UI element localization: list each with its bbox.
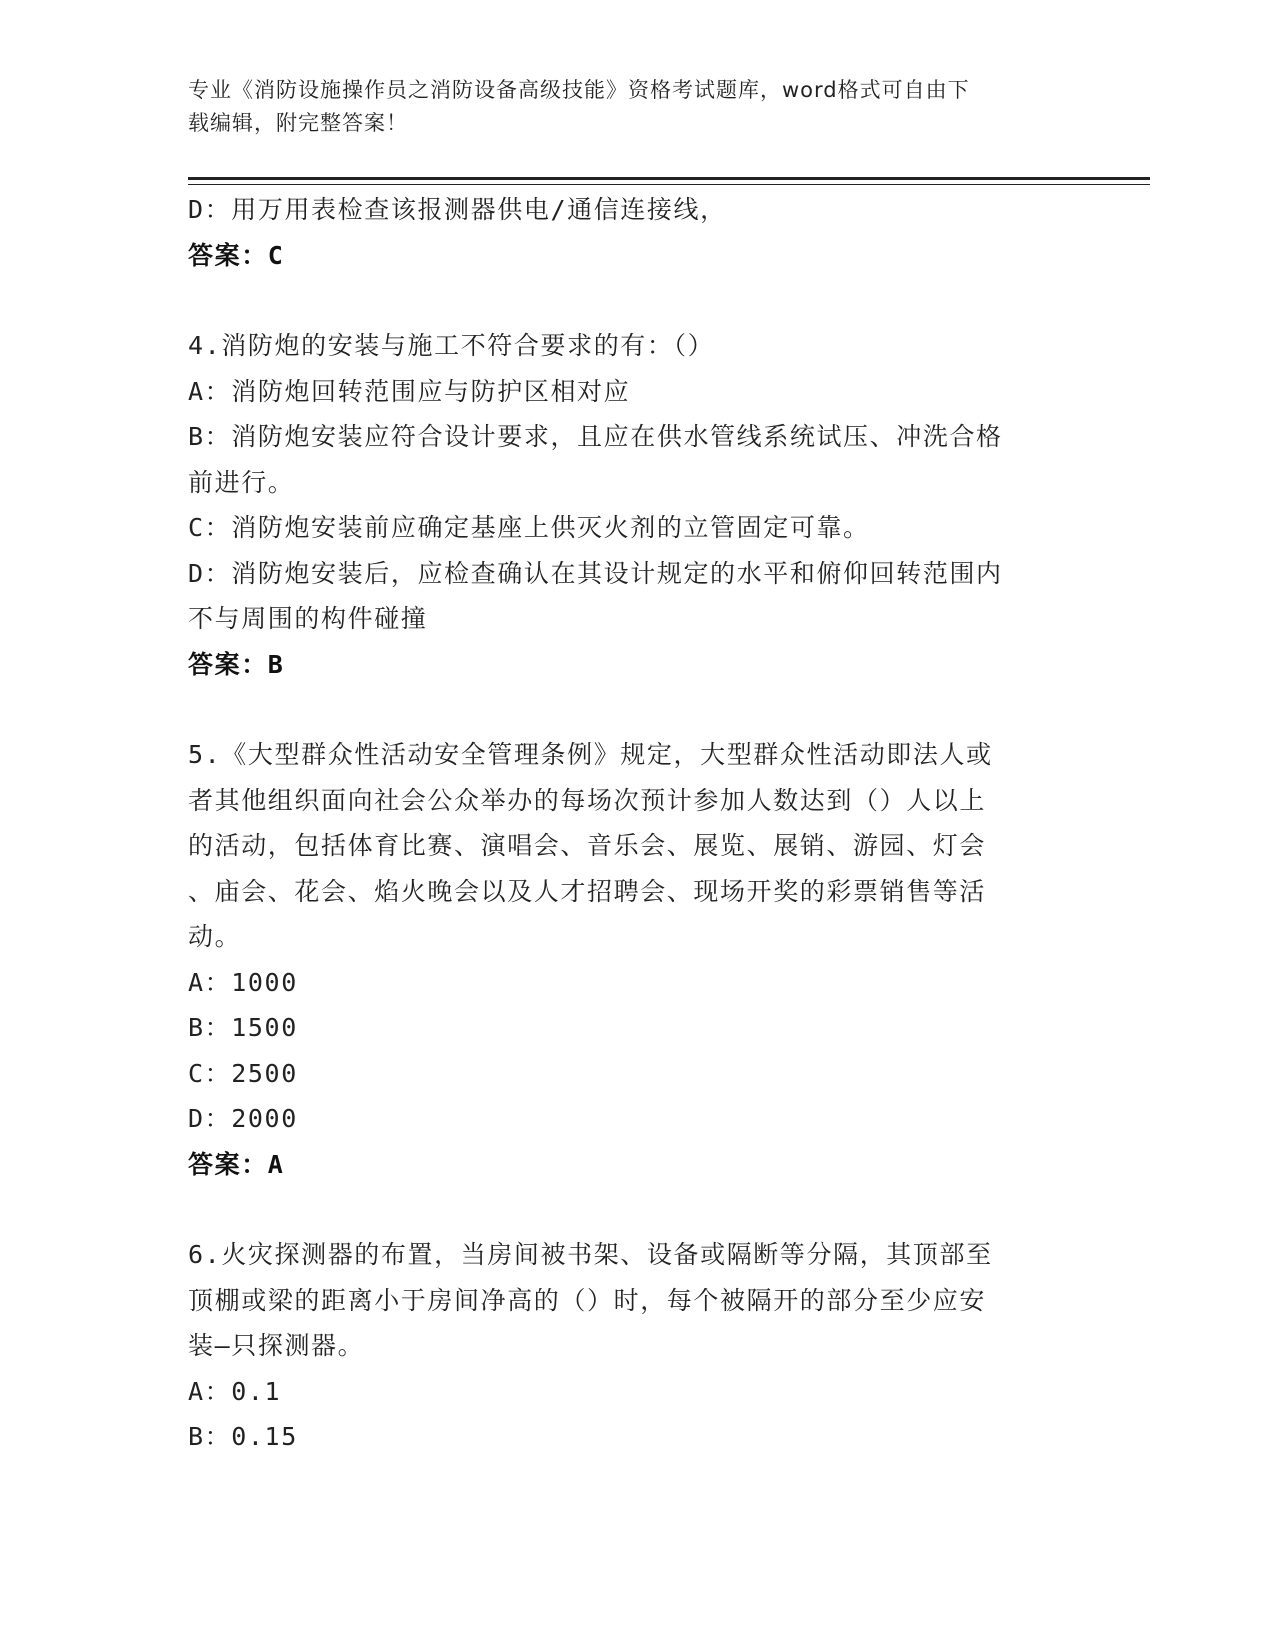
- q5-stem-line-5: 动。: [188, 922, 242, 951]
- q6-option-a: A：0.1: [188, 1376, 282, 1406]
- spacer: [188, 1187, 1088, 1232]
- q4-stem: 4.消防炮的安装与施工不符合要求的有：（）: [188, 331, 715, 360]
- q5-option-a: A：1000: [188, 967, 298, 997]
- question-6-block: [188, 1232, 1088, 1460]
- q4-option-b-line-2: 前进行。: [188, 467, 295, 497]
- q4-answer: 答案：B: [188, 649, 285, 679]
- q4-option-b-line-1: B：消防炮安装应符合设计要求，且应在供水管线系统试压、冲洗合格: [188, 422, 1003, 451]
- spacer: [188, 687, 1088, 732]
- header-rule-thick: [188, 177, 1150, 180]
- document-header: [188, 74, 1068, 140]
- question-3-block: [188, 187, 1088, 278]
- q5-option-c: C：2500: [188, 1058, 298, 1088]
- q3-answer: 答案：C: [188, 240, 285, 270]
- header-line-1: 专业《消防设施操作员之消防设备高级技能》资格考试题库，word格式可自由下: [188, 78, 970, 102]
- header-rule-thin: [188, 184, 1150, 185]
- q3-option-d: D：用万用表检查该报测器供电/通信连接线，: [188, 195, 727, 224]
- question-content: [188, 187, 1088, 1460]
- q6-option-b: B：0.15: [188, 1422, 298, 1451]
- q6-stem-line-2: 顶棚或梁的距离小于房间净高的（）时，每个被隔开的部分至少应安: [188, 1285, 987, 1315]
- q4-option-d-line-2: 不与周围的构件碰撞: [188, 604, 428, 633]
- q6-stem-line-1: 6.火灾探测器的布置，当房间被书架、设备或隔断等分隔，其顶部至: [188, 1240, 993, 1269]
- q4-option-a: A：消防炮回转范围应与防护区相对应: [188, 376, 631, 406]
- q5-answer: 答案：A: [188, 1149, 285, 1179]
- question-5-block: [188, 732, 1088, 1187]
- q6-stem-line-3: 装—只探测器。: [188, 1331, 365, 1360]
- header-line-2: 载编辑，附完整答案！: [188, 111, 408, 135]
- q5-stem-line-3: 的活动，包括体育比赛、演唱会、音乐会、展览、展销、游园、灯会: [188, 831, 987, 860]
- q5-option-b: B：1500: [188, 1013, 298, 1042]
- q5-stem-line-1: 5.《大型群众性活动安全管理条例》规定，大型群众性活动即法人或: [188, 740, 993, 769]
- q5-stem-line-4: 、庙会、花会、焰火晚会以及人才招聘会、现场开奖的彩票销售等活: [188, 876, 987, 906]
- q5-option-d: D：2000: [188, 1104, 298, 1133]
- q5-stem-line-2: 者其他组织面向社会公众举办的每场次预计参加人数达到（）人以上: [188, 785, 987, 815]
- question-4-block: [188, 323, 1088, 687]
- q4-option-d-line-1: D：消防炮安装后，应检查确认在其设计规定的水平和俯仰回转范围内: [188, 558, 1003, 588]
- q4-option-c: C：消防炮安装前应确定基座上供灭火剂的立管固定可靠。: [188, 513, 870, 542]
- spacer: [188, 278, 1088, 323]
